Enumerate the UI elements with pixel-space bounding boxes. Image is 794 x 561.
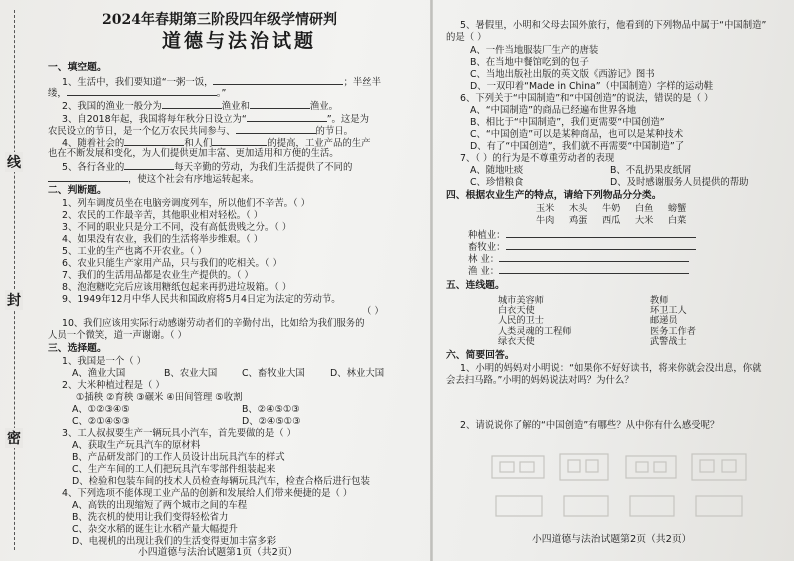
choice-q5-cont: 的是（ ） [446, 32, 487, 43]
answer-q2: 2、请说说你了解的“中国创造”有哪些？从中你有什么感受呢？ [460, 420, 720, 431]
blank[interactable] [213, 75, 343, 85]
blank[interactable] [162, 99, 222, 109]
right-page [440, 0, 780, 561]
match-right-item[interactable]: 邮递员 [650, 315, 678, 327]
choice-option[interactable]: B、在当地中餐馆吃到的包子 [470, 57, 589, 68]
choice-option[interactable]: D、②④⑤①③ [242, 416, 301, 427]
choice-option[interactable]: C、当地出版社出版的英文版《西游记》图书 [470, 69, 655, 80]
blank[interactable] [506, 228, 696, 238]
judge-item: 4、如果没有农业，我们的生活将举步维艰。（ ） [62, 234, 264, 245]
match-left-item[interactable]: 绿衣天使 [498, 335, 535, 347]
match-right-item[interactable]: 环卫工人 [650, 305, 687, 317]
fill-q3-cont: 农民设立的节日，是一个亿万农民共同参与、 的节日。 [48, 126, 354, 137]
match-left-column [498, 296, 572, 347]
blank[interactable] [67, 86, 217, 96]
classify-items-row2: 牛肉 鸡蛋 西瓜 大米 白菜 [536, 215, 687, 226]
match-right-item[interactable]: 医务工作者 [650, 325, 696, 337]
judge-item: 9、1949年12月中华人民共和国政府将5月4日定为法定的劳动节。 [62, 294, 341, 305]
page-fold [430, 0, 433, 561]
section4-heading: 四、根据农业生产的特点，请给下列物品分分类。 [446, 190, 662, 201]
classify-category: 畜牧业： [468, 240, 696, 253]
judge-item: 8、泡泡糖吃完后应该用糖纸包起来再扔进垃圾箱。（ ） [62, 282, 292, 293]
binding-label-xian: 线 [5, 152, 23, 172]
judge-item: 5、工业的生产也离不开农业。（ ） [62, 246, 207, 257]
choice-option[interactable]: B、产品研发部门的工作人员设计出玩具汽车的样式 [72, 452, 285, 463]
blank[interactable] [250, 99, 310, 109]
judge-item: 7、我们的生活用品都是农业生产提供的。（ ） [62, 270, 254, 281]
choice-q5: 5、暑假里，小明和父母去国外旅行，他看到的下列物品中属于“中国制造” [460, 20, 767, 31]
choice-option[interactable]: A、高铁的出现缩短了两个城市之间的车程 [72, 500, 248, 511]
page2-footer: 小四道德与法治试题第2页（共2页） [532, 534, 692, 545]
binding-label-mi: 密 [5, 428, 23, 448]
answer-q1-cont: 会去扫马路。”小明的妈妈说法对吗？为什么？ [446, 375, 634, 386]
blank[interactable] [48, 172, 128, 182]
choice-option[interactable]: D、一双印着“Made in China”（中国制造）字样的运动鞋 [470, 81, 714, 92]
choice-q1: 1、我国是一个（ ） [62, 356, 146, 367]
choice-option[interactable]: B、洗衣机的使用让我们变得轻松省力 [72, 512, 229, 523]
binding-dashed-line [14, 10, 15, 550]
choice-option[interactable]: C、②①④⑤③ [72, 416, 130, 427]
exam-title: 2024年春期第三阶段四年级学情研判 [102, 12, 337, 28]
fill-q5: 5、各行各业的 每天辛勤的劳动，为我们生活提供了不同的 [62, 162, 353, 173]
match-right-item[interactable]: 武警战士 [650, 335, 687, 347]
fill-q1-cont: 缕， 。” [48, 88, 227, 99]
blank[interactable] [499, 252, 689, 262]
judge-item: 2、农民的工作最辛苦，其他职业相对轻松。（ ） [62, 210, 264, 221]
judge-item: 1、列车调度员坐在电脑旁调度列车，所以他们不辛苦。（ ） [62, 198, 311, 209]
fill-q4: 4、随着社会的 和人们 的提高，工业产品的生产 [62, 138, 371, 149]
binding-label-feng: 封 [5, 290, 23, 310]
choice-option[interactable]: C、生产车间的工人们把玩具汽车零部件组装起来 [72, 464, 276, 475]
judge-q9-paren: （ ） [362, 306, 384, 317]
choice-option[interactable]: D、检验和包装车间的技术人员检查每辆玩具汽车，检查合格后进行包装 [72, 476, 370, 487]
blank[interactable] [124, 136, 184, 146]
classify-category: 种植业： [468, 228, 696, 241]
section6-heading: 六、简要回答。 [446, 350, 515, 361]
match-right-column [650, 296, 696, 347]
section1-heading: 一、填空题。 [48, 62, 107, 73]
choice-q7: 7、（ ）的行为是不尊重劳动者的表现 [460, 153, 615, 164]
fill-q2: 2、我国的渔业一般分为 渔业和 渔业。 [62, 101, 338, 112]
choice-option[interactable]: B、不乱扔果皮纸屑 [610, 165, 692, 176]
section2-heading: 二、判断题。 [48, 185, 107, 196]
choice-option[interactable]: D、林业大国 [330, 368, 385, 379]
classify-category: 渔 业： [468, 264, 689, 277]
fill-q3: 3、自2018年起，我国将每年秋分日设立为“ ”。这是为 [62, 114, 370, 125]
choice-option[interactable]: C、珍惜粮食 [470, 177, 524, 188]
left-page [42, 0, 418, 561]
blank[interactable] [247, 112, 327, 122]
match-left-item[interactable]: 城市美容师 [498, 295, 544, 306]
match-left-item[interactable]: 白衣天使 [498, 305, 535, 317]
binding-margin [0, 0, 30, 561]
choice-option[interactable]: B、相比于“中国制造”，我们更需要“中国创造” [470, 117, 665, 128]
judge-q10: 10、我们应该用实际行动感谢劳动者们的辛勤付出，比如给为我们服务的 [62, 318, 365, 329]
choice-option[interactable]: D、电视机的出现让我们的生活变得更加丰富多彩 [72, 536, 277, 547]
judge-item: 3、不同的职业只是分工不同，没有高低贵贱之分。（ ） [62, 222, 292, 233]
answer-q1: 1、小明的妈妈对小明说：“如果你不好好读书，将来你就会没出息，你就 [460, 363, 762, 374]
exam-subtitle: 道德与法治试题 [162, 30, 317, 52]
choice-option[interactable]: A、获取生产玩具汽车的原材料 [72, 440, 201, 451]
choice-option[interactable]: D、及时感谢服务人员提供的帮助 [610, 177, 749, 188]
choice-option[interactable]: C、“中国创造”可以是某种商品，也可以是某种技术 [470, 129, 684, 140]
fill-q1: 1、生活中，我们要知道“一粥一饭， ；半丝半 [62, 77, 381, 88]
choice-option[interactable]: A、“中国制造”的商品已经遍布世界各地 [470, 105, 637, 116]
choice-option[interactable]: A、随地吐痰 [470, 165, 524, 176]
choice-q4: 4、下列选项不能体现工业产品的创新和发展给人们带来便捷的是（ ） [62, 488, 353, 499]
choice-q2-steps: ①插秧 ②育秧 ③碾米 ④田间管理 ⑤收割 [76, 392, 243, 403]
choice-option[interactable]: A、渔业大国 [72, 368, 126, 379]
blank[interactable] [499, 264, 689, 274]
blank[interactable] [506, 240, 696, 250]
section3-heading: 三、选择题。 [48, 343, 107, 354]
choice-option[interactable]: C、畜牧业大国 [242, 368, 305, 379]
choice-option[interactable]: A、一件当地服装厂生产的唐装 [470, 45, 599, 56]
blank[interactable] [236, 124, 316, 134]
choice-option[interactable]: B、②④⑤①③ [242, 404, 300, 415]
choice-option[interactable]: C、杂交水稻的诞生让水稻产量大幅提升 [72, 524, 238, 535]
choice-option[interactable]: D、有了“中国创造”，我们就不再需要“中国制造”了 [470, 141, 685, 152]
fill-q4-cont: 也在不断发展和变化，为人们提供更加丰富、更加适用和方便的生活。 [48, 148, 339, 159]
choice-q6: 6、下列关于“中国制造”和“中国创造”的说法，错误的是（ ） [460, 93, 714, 104]
match-left-item[interactable]: 人类灵魂的工程师 [498, 325, 572, 337]
match-left-item[interactable]: 人民的卫士 [498, 315, 544, 327]
judge-q10-cont: 人员一个微笑，道一声谢谢。（ ） [48, 330, 187, 341]
classify-items-row1: 玉米 木头 牛奶 白鱼 螃蟹 [536, 203, 687, 214]
blank[interactable] [212, 136, 267, 146]
choice-option[interactable]: B、农业大国 [164, 368, 218, 379]
choice-q3: 3、工人叔叔要生产一辆玩具小汽车，首先要做的是（ ） [62, 428, 296, 439]
blank[interactable] [124, 160, 174, 170]
faded-illustration-icon [486, 448, 754, 526]
match-right-item[interactable]: 教师 [650, 295, 669, 306]
judge-item: 6、农业只能生产家用产品，只与我们的吃相关。（ ） [62, 258, 282, 269]
fill-q5-cont: ，使这个社会有序地运转起来。 [48, 172, 259, 185]
classify-category: 林 业： [468, 252, 689, 265]
choice-option[interactable]: A、①②③④⑤ [72, 404, 130, 415]
choice-q2: 2、大米种植过程是（ ） [62, 380, 165, 391]
section5-heading: 五、连线题。 [446, 280, 505, 291]
page1-footer: 小四道德与法治试题第1页（共2页） [138, 547, 298, 558]
